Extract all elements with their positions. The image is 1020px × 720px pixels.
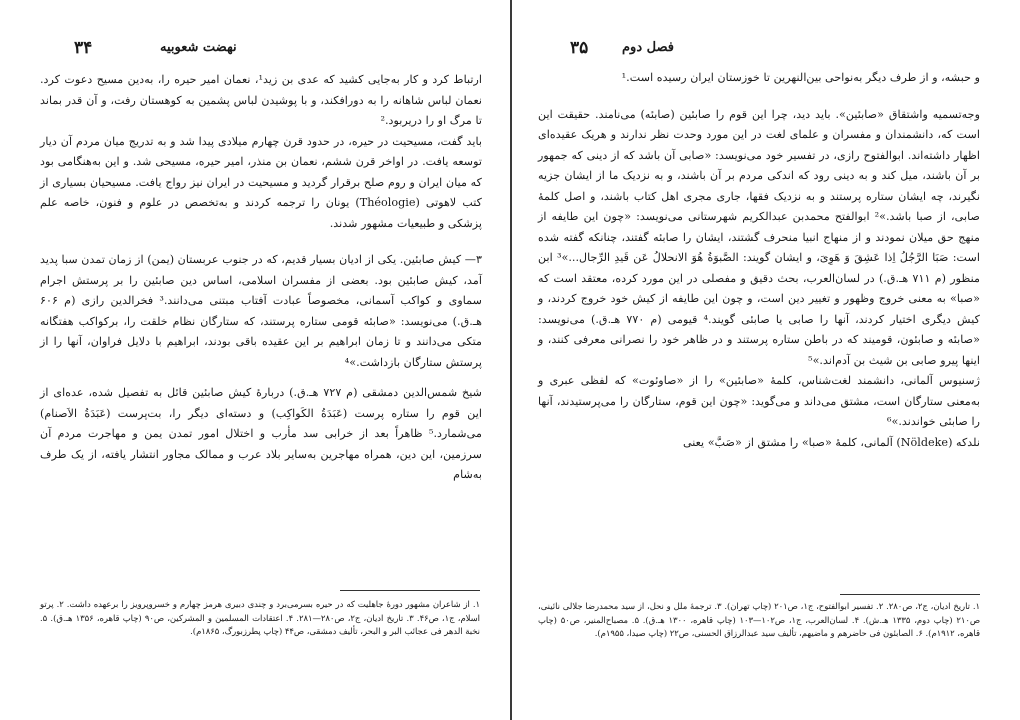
page-number: ۳۵ xyxy=(570,38,589,58)
right-page xyxy=(512,0,1020,720)
footnote-text: ۱. تاریخ ادیان، ج۲، ص۲۸۰. ۲. تفسیر ابوالفتوح، ج۱، ص۲۰۱ (چاپ تهران). ۳. ترجمهٔ ملل و نحل، از سید محمدرضا جلالی نائینی، ص۲۱۰ (چاپ دوم، ۱۳۳۵ هـ.ش). ۴. لسان‌العرب، ج۱، ص۱۰۲—۱۰۳ (چاپ قاهره، ۱۳۰۰ هـ.ق). ۵. مصباح‌المنیر، ص۵۰ (چاپ قاهره، ۱۹۱۲م). ۶. الصابئون فی حاضرهم و ماضیهم، تألیف سید عبدالرزاق الحسنی، ص۲۲ (چاپ صیدا، ۱۹۵۵م). xyxy=(538,601,981,638)
paragraph: ارتباط کرد و کار به‌جایی کشید که عدی بن زید¹، نعمان امیر حیره را، به‌دین مسیح دعوت کرد. نعمان لباس شاهانه را به دورافکند، و با پوشیدن لباس پشمین به کوهستان رفت، و آن قدر بماند تا مرگ او را دریربود.² xyxy=(40,73,482,127)
page-number: ۳۴ xyxy=(74,38,93,58)
paragraph: باید گفت، مسیحیت در حیره، در حدود قرن چهارم میلادی پیدا شد و به تدریج میان مردم آن دیار توسعه یافت. در اواخر قرن ششم، نعمان بن منذر، امیر حیره، مسیحی شد. و این به‌هنگامی بود که میان ایران و روم صلح برقرار گردید و مسیحیت در ایران نیز رواج یافت. مسیحیان بسیاری از کتب لاهوتی (Théologie) یونان را ترجمه کردند و به‌تخصص در علوم و فنون، خاصه علم پزشکی و طبیعیات مشهور شدند. xyxy=(40,134,483,230)
running-title: فصل دوم xyxy=(622,40,674,55)
left-page-body xyxy=(40,70,482,486)
paragraph: شیخ شمس‌الدین دمشقی (م ۷۲۷ هـ.ق.) دربارهٔ کیش صابئین قائل به تفصیل شده، عده‌ای از این قوم را ستاره پرست (عَبَدَةُ الکَواکِب) و دسته‌ای دیگر را، بت‌پرست (عَبَدَةُ الاَصنام) می‌شمارد.⁵ ظاهراً بعد از خرابی سد مأرب و اختلال امور تمدن یمن و مهاجرت مردم آن سرزمین، این دین، همراه مهاجرین به‌سایر بلاد عرب و ممالک مجاور انتشار یافته، از یک طرف به‌شام xyxy=(40,386,482,481)
left-page-header xyxy=(0,34,508,62)
footnote-text: ۱. از شاعران مشهور دورهٔ جاهلیت که در حیره بسرمی‌برد و چندی دبیری هرمز چهارم و خسروپرویز را برعهده داشت. ۲. پرتو اسلام، ج۱، ص۴۶. ۳. تاریخ ادیان، ج۲، ص۲۸۰—۲۸۱. ۴. اعتقادات المسلمین و المشرکین، ص۹۰ (چاپ قاهره، ۱۳۵۶ هـ.ق). ۵. نخبة الدهر فی عجائب البر و البحر، تألیف دمشقی، ص۴۴ (چاپ پطرزبورگ، ۱۸۶۵م). xyxy=(40,599,480,636)
paragraph: ژسنیوس آلمانی، دانشمند لغت‌شناس، کلمهٔ «صابئین» را از «صاوئوت» که لفظی عبری و به‌معنی ستارگان است، مشتق می‌داند و می‌گوید: «چون این قوم، ستارگان را می‌پرستیدند، آنها را صابئی خواندند.»⁶ xyxy=(538,374,980,428)
paragraph: وجه‌تسمیه واشتقاق «صابئین». باید دید، چرا این قوم را صابئین (صابئه) می‌نامند. حقیقت این است که، دانشمندان و مفسران و علمای لغت در این مورد وحدت نظر ندارند و هریک عقیده‌ای اظهار داشته‌اند. ابوالفتوح رازی، در تفسیر خود می‌نویسد: «صابی آن باشد که از دینی که جمهور بر آن باشند، میل کند و به دینی رود که اندکی مردم بر آن باشند، و به نزدیک ما از ایشان جزیه نگیرند، چه ایشان ستاره پرستند و به نزدیک فقها، جاری مجری اهل کتاب باشند، و اصل کلمهٔ صابی، از صبا باشد.»² ابوالفتح محمدبن عبدالکریم شهرستانی می‌نویسد: «چون این طایفه از منهج حق میلان نمودند و از منهاج انبیا منحرف گشتند، ایشان را صابئه گفتند، چنانکه گفته شده است: صَبَا الرَّجُلُ اِذا عَشِقَ وَ هَوِیَ، و ایشان گویند: الصَّبوَةُ هُوَ الانحلالُ عَن قَیدِ الرِّجال...»³ ابن منظور (م ۷۱۱ هـ.ق.) در لسان‌العرب، بحث دقیق و مفصلی در این مورد کرده، معتقد است که «صبا» به معنی خروج وظهور و تغییر دین است، و چون این طایفه از کیش خود خروج کردند، و کیش دیگری اختیار کردند، آنها را صابی یا صابئی گویند.⁴ قیومی (م ۷۷۰ هـ.ق.) می‌نویسد: «صابئه و صابئون، قومیند که در باطن ستاره پرستند و در ظاهر خود را نصرانی معرفی کنند، و اینها پیرو صابی بن شیث بن آدم‌اند.»⁵ xyxy=(538,107,981,367)
paragraph: و حبشه، و از طرف دیگر به‌نواحی بین‌النهرین تا خوزستان ایران رسیده است.¹ xyxy=(621,71,980,84)
running-title: نهضت شعوبیه xyxy=(160,40,237,55)
footnotes xyxy=(538,600,980,641)
footnote-rule xyxy=(840,594,980,595)
paragraph: نلدکه (Nöldeke) آلمانی، کلمهٔ «صبا» را مشتق از «صَبَّ» یعنی xyxy=(682,435,980,449)
paragraph: ۳— کیش صابئین. یکی از ادیان بسیار قدیم، که در جنوب عربستان (یمن) از زمان تمدن سبا پدید آمد، کیش صابئین بود. بعضی از مفسران اسلامی، اساس دین صابئین را بر پرستش اجرام سماوی و کواکب آسمانی، مخصوصاً عبادت آفتاب مبتنی می‌دانند.³ فخرالدین رازی (م ۶۰۶ هـ.ق.) می‌نویسد: «صابئه قومی ستاره پرستند، که ستارگان نظام خلقت را، برکواکب هفتگانه متکی می‌دانند و تا زمان ابراهیم بر این عقیده باقی بودند، ابراهیم با دلایل فراوان، آنها را از پرستش ستارگان بازداشت.»⁴ xyxy=(40,253,482,369)
footnotes xyxy=(40,598,480,639)
footnote-rule xyxy=(340,590,480,591)
right-page-body xyxy=(538,68,980,453)
left-page xyxy=(0,0,508,720)
right-page-header xyxy=(512,34,1020,62)
